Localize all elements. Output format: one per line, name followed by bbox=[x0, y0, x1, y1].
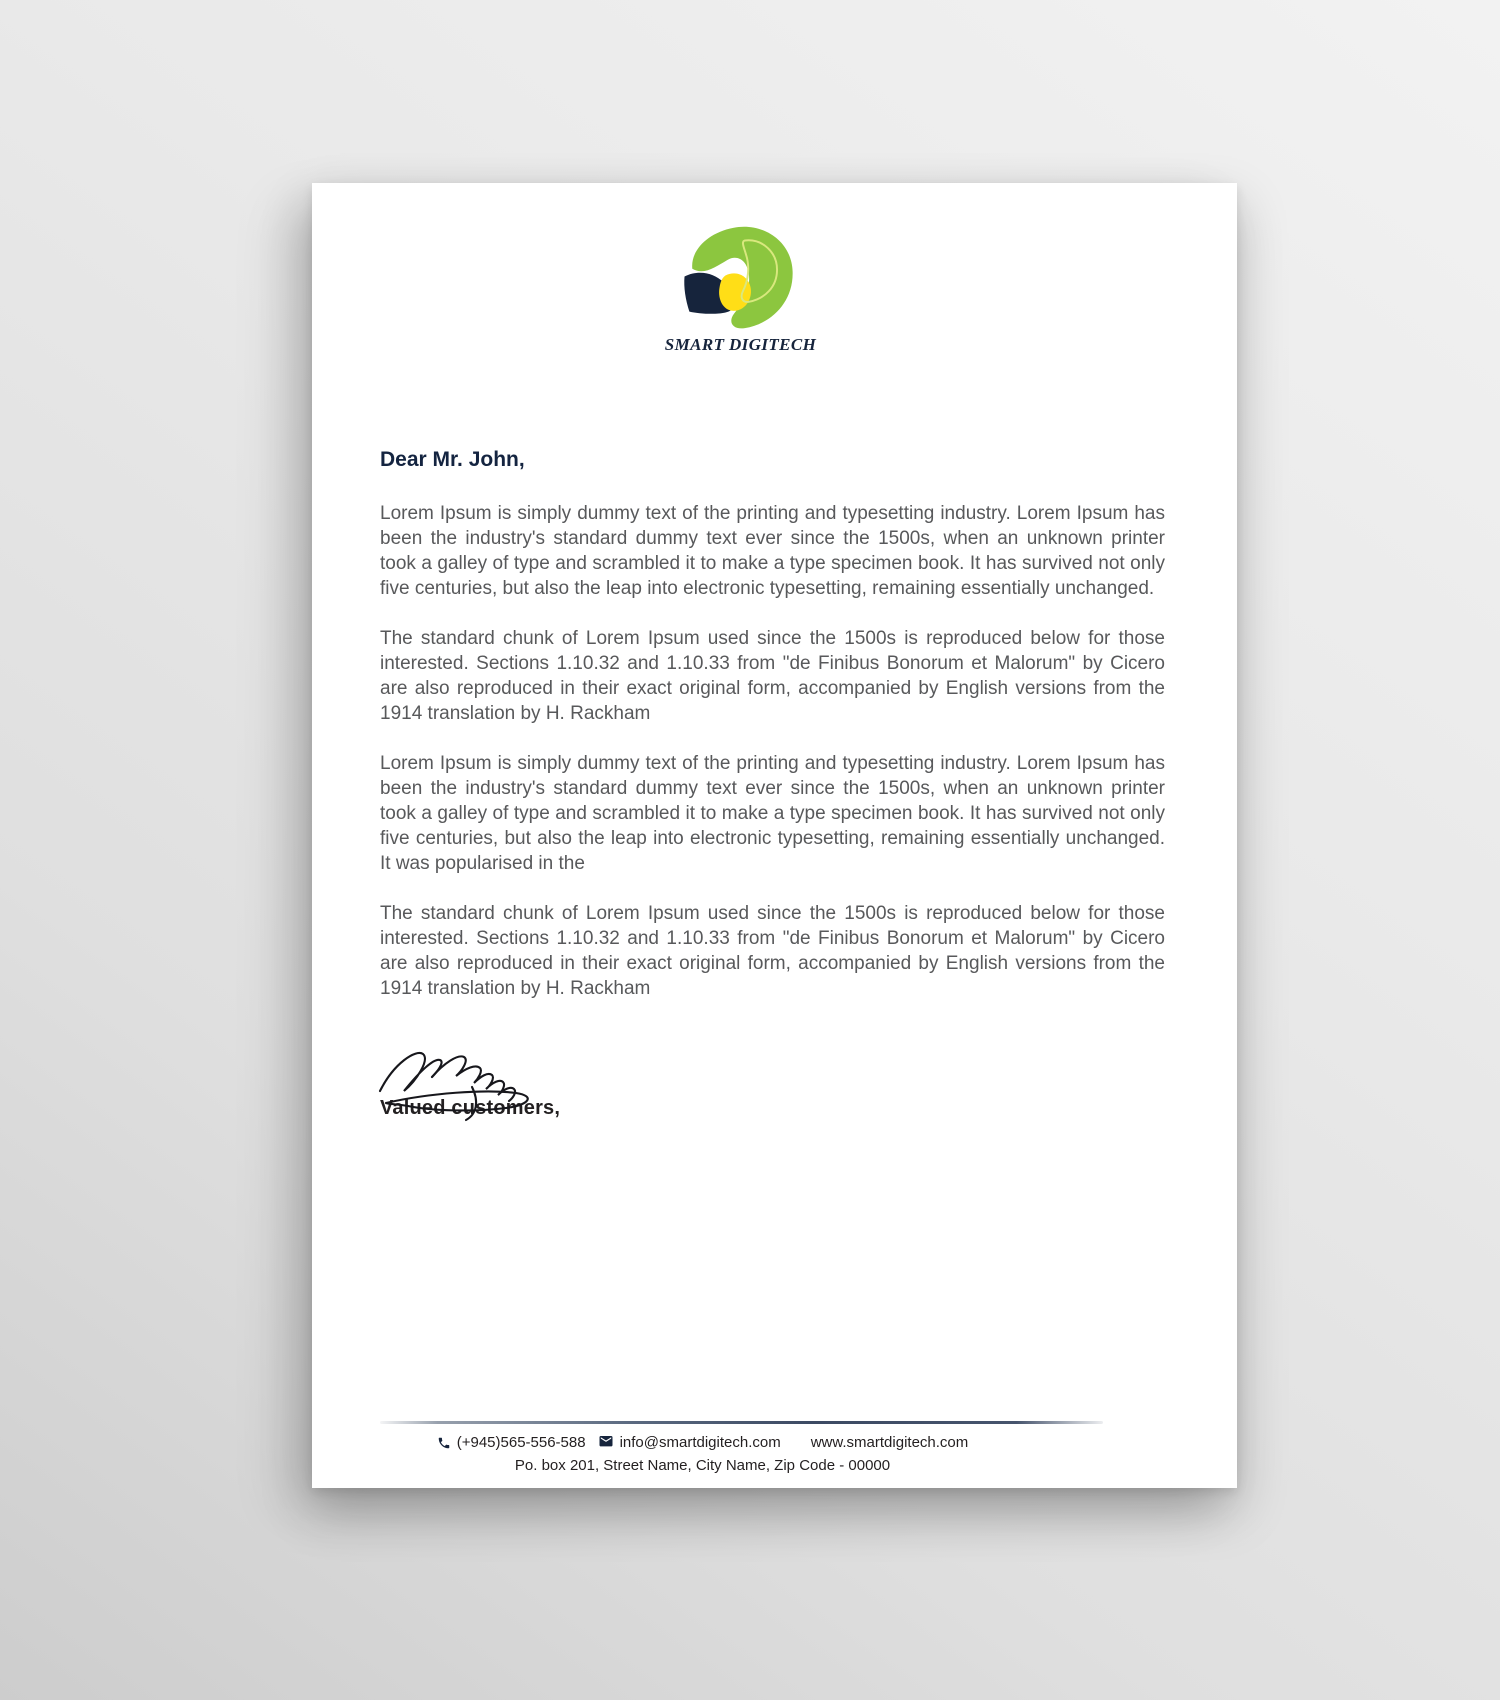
company-name: SMART DIGITECH bbox=[664, 335, 817, 354]
website-url: www.smartdigitech.com bbox=[810, 1434, 969, 1451]
signature-block bbox=[374, 1045, 634, 1175]
signoff: Valued customers, bbox=[380, 1097, 561, 1119]
letterhead-page bbox=[312, 183, 1237, 1488]
phone-number: (+945)565-556-588 bbox=[456, 1434, 586, 1451]
footer-contact-row bbox=[240, 1434, 1165, 1451]
body-paragraph: Lorem Ipsum is simply dummy text of the printing and typesetting industry. Lorem Ipsum has been the industry's standard dummy text ever since the 1500s, when an unknown printer took a galley of type and scrambled it to make a type specimen book. It has survived not only five centuries, but also the leap into electronic typesetting, remaining essentially unchanged. It was popularised in the bbox=[380, 753, 1165, 874]
email-address: info@smartdigitech.com bbox=[619, 1434, 781, 1451]
signature-image bbox=[374, 1045, 552, 1125]
body-paragraph: The standard chunk of Lorem Ipsum used since the 1500s is reproduced below for those interested. Sections 1.10.32 and 1.10.33 from "de Finibus Bonorum et Malorum" by Cicero are also reproduced in their exact original form, accompanied by English versions from the 1914 translation by H. Rackham bbox=[380, 628, 1165, 724]
body-paragraph: Lorem Ipsum is simply dummy text of the printing and typesetting industry. Lorem Ipsum has been the industry's standard dummy text ever since the 1500s, when an unknown printer took a galley of type and scrambled it to make a type specimen book. It has survived not only five centuries, but also the leap into electronic typesetting, remaining essentially unchanged. bbox=[380, 503, 1165, 599]
greeting: Dear Mr. John, bbox=[380, 448, 525, 471]
email-item bbox=[598, 1434, 781, 1451]
company-logo bbox=[278, 221, 1203, 355]
phone-item bbox=[437, 1434, 586, 1451]
sd-logo-icon bbox=[682, 221, 800, 333]
footer-address: Po. box 201, Street Name, City Name, Zip Code - 00000 bbox=[514, 1457, 891, 1474]
letter-body bbox=[380, 501, 1165, 1026]
footer-divider bbox=[380, 1421, 1103, 1424]
body-paragraph: The standard chunk of Lorem Ipsum used since the 1500s is reproduced below for those interested. Sections 1.10.32 and 1.10.33 from "de Finibus Bonorum et Malorum" by Cicero are also reproduced in their exact original form, accompanied by English versions from the 1914 translation by H. Rackham bbox=[380, 903, 1165, 999]
phone-icon bbox=[437, 1436, 451, 1450]
email-icon bbox=[598, 1436, 614, 1449]
